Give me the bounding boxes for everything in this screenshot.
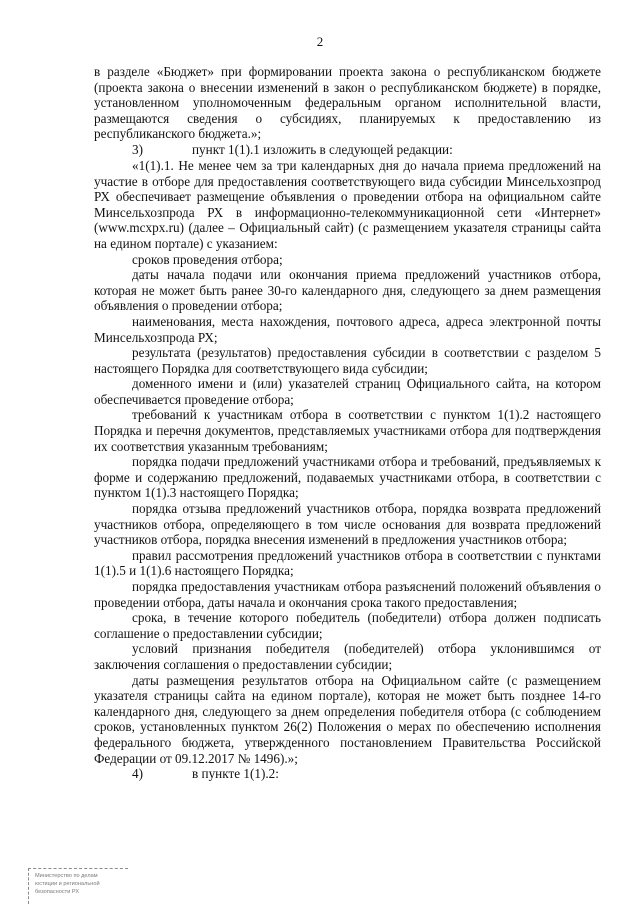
paragraph: срока, в течение которого победитель (победители) отбора должен подписать соглашение о предоставлении субсидии; [94,610,601,641]
registration-stamp [28,868,128,904]
paragraph: даты размещения результатов отбора на Официальном сайте (с размещением указателя страницы сайта на едином портале), которая не может быть позднее 14-го календарного дня, следующего за днем определения победителя отбора (с соблюдением сроков, установленных пунктом 26(2) Положения о мерах по обеспечению исполнения федерального бюджета, утвержденного постановлением Правительства Российской Федерации от 09.12.2017 № 1496).»; [94,672,601,766]
item-text: в пункте 1(1).2: [192,766,279,782]
stamp-line: юстиции и региональной [35,881,100,887]
body-text [94,64,601,782]
paragraph: правил рассмотрения предложений участников отбора в соответствии с пунктами 1(1).5 и 1(1).6 настоящего Порядка; [94,547,601,579]
paragraph: порядка отзыва предложений участников отбора, порядка возврата предложений участников отбора, определяющего в том числе основания для возврата предложений участников отбора, порядка внесения изменений в предложения участников отбора; [94,501,601,548]
paragraph: «1(1).1. Не менее чем за три календарных дня до начала приема предложений на участие в отборе для предоставления соответствующего вида субсидии Минсельхозпрод РХ обеспечивает размещение объявления о проведении отбора на официальном сайте Минсельхозпрода РХ в информационно-телекоммуникационной сети «Интернет» (www.mcxpx.ru) (далее – Официальный сайт) (с размещением указателя страницы сайта на едином портале) с указанием: [94,157,601,251]
paragraph: сроков проведения отбора; [132,251,283,267]
stamp-line: безопасности РХ [35,889,80,895]
paragraph: условий признания победителя (победителей) отбора уклонившимся от заключения соглашения о предоставлении субсидии; [94,641,601,672]
paragraph: в разделе «Бюджет» при формировании проекта закона о республиканском бюджете (проекта закона о внесении изменений в закон о республиканском бюджете) в порядке, установленном уполномоченным федеральным органом исполнительной власти, размещаются сведения о субсидиях, планируемых к предоставлению из республиканского бюджета.»; [94,64,601,142]
item-text: пункт 1(1).1 изложить в следующей редакции: [192,141,453,157]
paragraph: доменного имени и (или) указателей страниц Официального сайта, на котором обеспечивается проведение отбора; [94,376,601,407]
paragraph: требований к участникам отбора в соответствии с пунктом 1(1).2 настоящего Порядка и перечня документов, представляемых участниками отбора для подтверждения их соответствия указанным требованиям; [94,407,601,454]
paragraph: порядка предоставления участникам отбора разъяснений положений объявления о проведении отбора, даты начала и окончания срока такого предоставления; [94,579,601,610]
item-number: 3) [132,141,143,157]
item-number: 4) [132,766,143,782]
list-item [94,142,601,158]
paragraph: наименования, места нахождения, почтового адреса, адреса электронной почты Минсельхозпрода РХ; [94,313,601,345]
list-item [94,766,601,782]
stamp-line: Министерство по делам [35,873,98,879]
paragraph: результата (результатов) предоставления субсидии в соответствии с разделом 5 настоящего Порядка для соответствующего вида субсидии; [94,345,601,376]
paragraph: порядка подачи предложений участниками отбора и требований, предъявляемых к форме и содержанию предложений, подаваемых участниками отбора, в соответствии с пунктом 1(1).3 настоящего Порядка; [94,454,601,501]
page-number: 2 [316,34,324,49]
paragraph: даты начала подачи или окончания приема предложений участников отбора, которая не может быть ранее 30-го календарного дня, следующего за днем размещения объявления о проведении отбора; [94,267,601,314]
